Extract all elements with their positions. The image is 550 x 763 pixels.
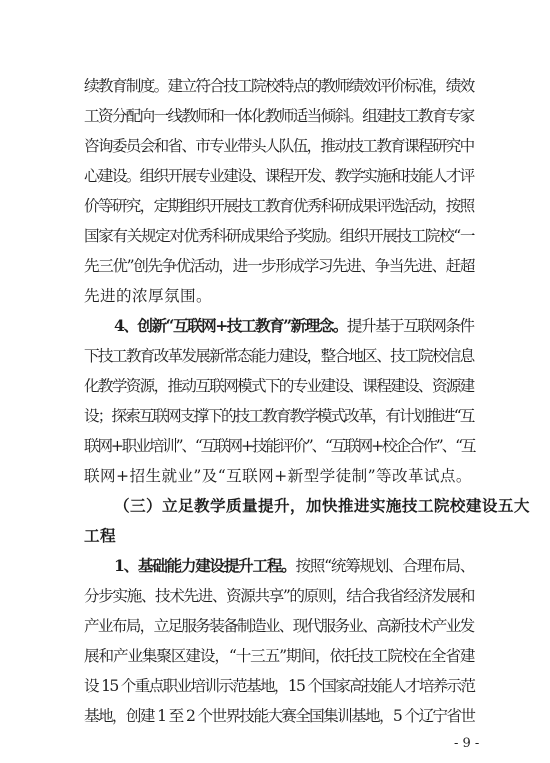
- section-title: （三）立足教学质量提升，加快推进实施技工院校建设五大: [114, 496, 530, 515]
- paragraph-line: 心建设。组织开展专业建设、课程开发、教学实施和技能人才评: [84, 167, 474, 185]
- paragraph-line: 1、基础能力建设提升工程。按照“统筹规划、合理布局、: [114, 556, 475, 575]
- section-heading: 1、基础能力建设提升工程。: [114, 556, 296, 575]
- paragraph-line: 下技工教育改革发展新常态能力建设，整合地区、技工院校信息: [84, 347, 474, 365]
- paragraph-line: 先进的浓厚氛围。: [84, 287, 212, 305]
- paragraph-line: 续教育制度。建立符合技工院校特点的教师绩效评价标准，绩效: [84, 77, 474, 95]
- section-title: 工程: [84, 526, 116, 545]
- paragraph-line: 联网+招生就业”及“互联网+新型学徒制”等改革试点。: [84, 467, 472, 485]
- paragraph-line: 咨询委员会和省、市专业带头人队伍，推动技工教育课程研究中: [84, 137, 474, 155]
- paragraph-line: 展和产业集聚区建设，“十三五”期间，依托技工院校在全省建: [84, 647, 475, 665]
- paragraph-line: 先三优”创先争优活动，进一步形成学习先进、争当先进、赶超: [84, 257, 475, 275]
- paragraph-line: 分步实施、技术先进、资源共享”的原则，结合我省经济发展和: [84, 587, 475, 605]
- paragraph-line: 设 15 个重点职业培训示范基地，15 个国家高技能人才培养示范: [84, 677, 475, 695]
- paragraph-line: 基地，创建 1 至 2 个世界技能大赛全国集训基地，5 个辽宁省世: [84, 707, 475, 725]
- paragraph-line: 国家有关规定对优秀科研成果给予奖励。组织开展技工院校“一: [84, 227, 475, 245]
- paragraph-line: 设；探索互联网支撑下的技工教育教学模式改革，有计划推进“互: [84, 407, 474, 425]
- paragraph-line: 联网+职业培训”、“互联网+技能评价”、“互联网+校企合作”、“互: [84, 437, 475, 455]
- paragraph-line: 化教学资源，推动互联网模式下的专业建设、课程建设、资源建: [84, 377, 474, 395]
- paragraph-line: 工资分配向一线教师和一体化教师适当倾斜。组建技工教育专家: [84, 107, 474, 125]
- section-heading: 4、创新“互联网+技工教育”新理念。: [114, 316, 347, 335]
- page-number: - 9 -: [454, 736, 480, 751]
- paragraph-line: 价等研究，定期组织开展技工教育优秀科研成果评选活动，按照: [84, 197, 474, 215]
- paragraph-line: 4、创新“互联网+技工教育”新理念。提升基于互联网条件: [114, 316, 474, 335]
- paragraph-line: 产业布局，立足服务装备制造业、现代服务业、高新技术产业发: [84, 617, 474, 635]
